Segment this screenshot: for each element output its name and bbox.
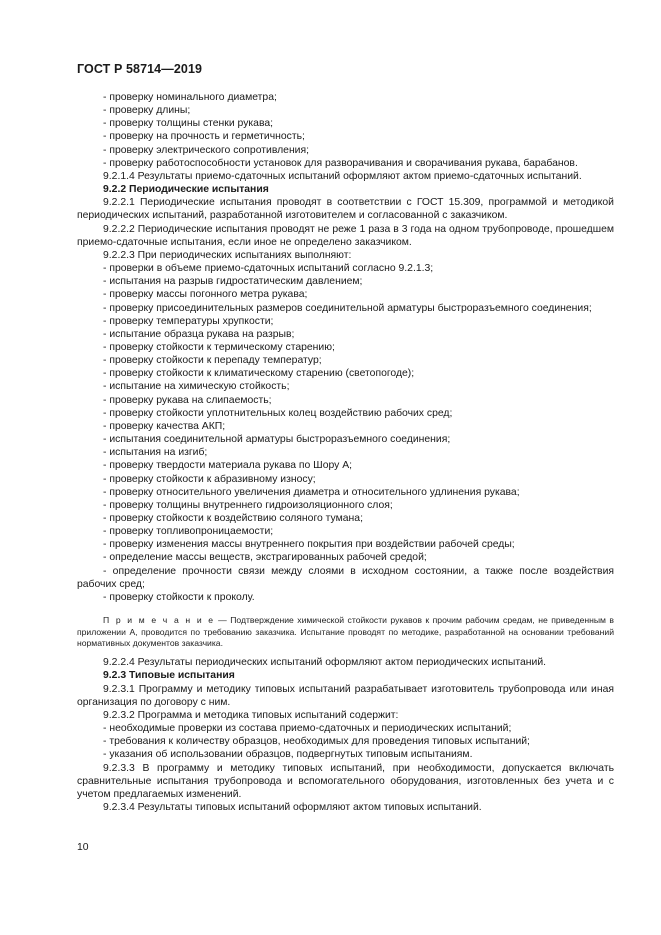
list-item: - проверку стойкости к абразивному износу; xyxy=(103,473,316,485)
list-item: - проверку стойкости к климатическому старению (светопогоде); xyxy=(103,368,415,380)
list-item: - проверку стойкости уплотнительных колец воздействию рабочих сред; xyxy=(103,407,453,419)
paragraph-9-2-3-2: 9.2.3.2 Программа и методика типовых испытаний содержит: xyxy=(103,709,399,721)
list-item: - указания об использовании образцов, подвергнутых типовым испытаниям. xyxy=(103,749,473,761)
paragraph-9-2-2-4: 9.2.2.4 Результаты периодических испытаний оформляют актом периодических испытаний. xyxy=(103,657,547,669)
paragraph-9-2-3-3: 9.2.3.3 В программу и методику типовых испытаний, при необходимости, допускается включать сравнительные испытания трубопровода и вспомогательного оборудования, изготовленных без учета и с учетом предлагаемых изменений. xyxy=(77,762,614,800)
periodic-tests-list xyxy=(77,262,614,604)
paragraph-9-2-3-1: 9.2.3.1 Программу и методику типовых испытаний разрабатывает изготовитель трубопровода или иная организация по договору с ним. xyxy=(77,683,614,708)
list-item: - испытания на разрыв гидростатическим давлением; xyxy=(103,276,363,288)
list-item: - проверку температуры хрупкости; xyxy=(103,315,274,327)
note-label: П р и м е ч а н и е xyxy=(103,615,215,626)
list-item: - испытания на изгиб; xyxy=(103,447,208,459)
paragraph-9-2-2-1: 9.2.2.1 Периодические испытания проводят в соответствии с ГОСТ 15.309, программой и методикой периодических испытаний, разработанной изготовителем и согласованной с заказчиком. xyxy=(77,197,614,222)
list-item: - проверку качества АКП; xyxy=(103,420,226,432)
list-item: - проверку присоединительных размеров соединительной арматуры быстроразъемного соединения; xyxy=(103,302,592,314)
type-test-contents-list xyxy=(77,722,614,761)
list-item: - необходимые проверки из состава приемо-сдаточных и периодических испытаний; xyxy=(103,723,512,735)
list-item: - проверку стойкости к перепаду температур; xyxy=(103,355,322,367)
list-item: - проверку стойкости к термическому старению; xyxy=(103,341,335,353)
note-text: — Подтверждение химической стойкости рукавов к прочим рабочим средам, не приведенным в приложении А, проводится по требованию заказчика. Испытание проводят по методике, разработанной на основании требований нормативных документов заказчика. xyxy=(77,615,614,648)
paragraph-9-2-3-4: 9.2.3.4 Результаты типовых испытаний оформляют актом типовых испытаний. xyxy=(103,802,482,814)
heading-9-2-3: 9.2.3 Типовые испытания xyxy=(103,670,235,682)
document-header: ГОСТ Р 58714—2019 xyxy=(77,62,203,76)
paragraph-9-2-1-4: 9.2.1.4 Результаты приемо-сдаточных испытаний оформляют актом приемо-сдаточных испытаний. xyxy=(103,170,582,182)
list-item: - проверку рукава на слипаемость; xyxy=(103,394,272,406)
list-item: - испытания соединительной арматуры быстроразъемного соединения; xyxy=(103,434,451,446)
list-item: - проверку работоспособности установок для разворачивания и сворачивания рукава, барабанов. xyxy=(103,157,578,169)
list-item: - проверку массы погонного метра рукава; xyxy=(103,289,308,301)
list-item: - проверку длины; xyxy=(103,105,191,117)
list-item: - проверку относительного увеличения диаметра и относительного удлинения рукава; xyxy=(103,486,520,498)
list-item: - требования к количеству образцов, необходимых для проведения типовых испытаний; xyxy=(103,736,530,748)
list-item: - проверку стойкости к воздействию соляного тумана; xyxy=(103,513,363,524)
list-item: - испытание на химическую стойкость; xyxy=(103,381,290,393)
list-item: - проверку топливопроницаемости; xyxy=(103,526,274,538)
heading-9-2-2: 9.2.2 Периодические испытания xyxy=(103,184,269,196)
list-item: - проверку на прочность и герметичность; xyxy=(103,131,305,143)
list-item: - проверку толщины внутреннего гидроизоляционного слоя; xyxy=(103,499,393,511)
list-item: - испытание образца рукава на разрыв; xyxy=(103,328,295,340)
list-item: - проверку изменения массы внутреннего покрытия при воздействии рабочей среды; xyxy=(103,539,515,551)
note xyxy=(77,615,614,649)
list-item: - проверку твердости материала рукава по Шору А; xyxy=(103,460,353,472)
list-item: - определение массы веществ, экстрагированных рабочей средой; xyxy=(103,552,427,564)
list-item: - проверку стойкости к проколу. xyxy=(103,591,255,603)
page-number: 10 xyxy=(77,842,89,853)
list-item: - проверку номинального диаметра; xyxy=(103,92,277,103)
page-content xyxy=(77,91,614,814)
acceptance-checks-list xyxy=(77,91,614,170)
list-item: - проверки в объеме приемо-сдаточных испытаний согласно 9.2.1.3; xyxy=(103,263,434,275)
paragraph-9-2-2-3: 9.2.2.3 При периодических испытаниях выполняют: xyxy=(103,249,352,261)
paragraph-9-2-2-2: 9.2.2.2 Периодические испытания проводят не реже 1 раза в 3 года на одном трубопроводе, прошедшем приемо-сдаточные испытания, если иное не определено заказчиком. xyxy=(77,223,614,248)
list-item: - определение прочности связи между слоями в исходном состоянии, а также после воздействия рабочих сред; xyxy=(77,565,614,590)
list-item: - проверку электрического сопротивления; xyxy=(103,144,310,156)
list-item: - проверку толщины стенки рукава; xyxy=(103,118,274,130)
